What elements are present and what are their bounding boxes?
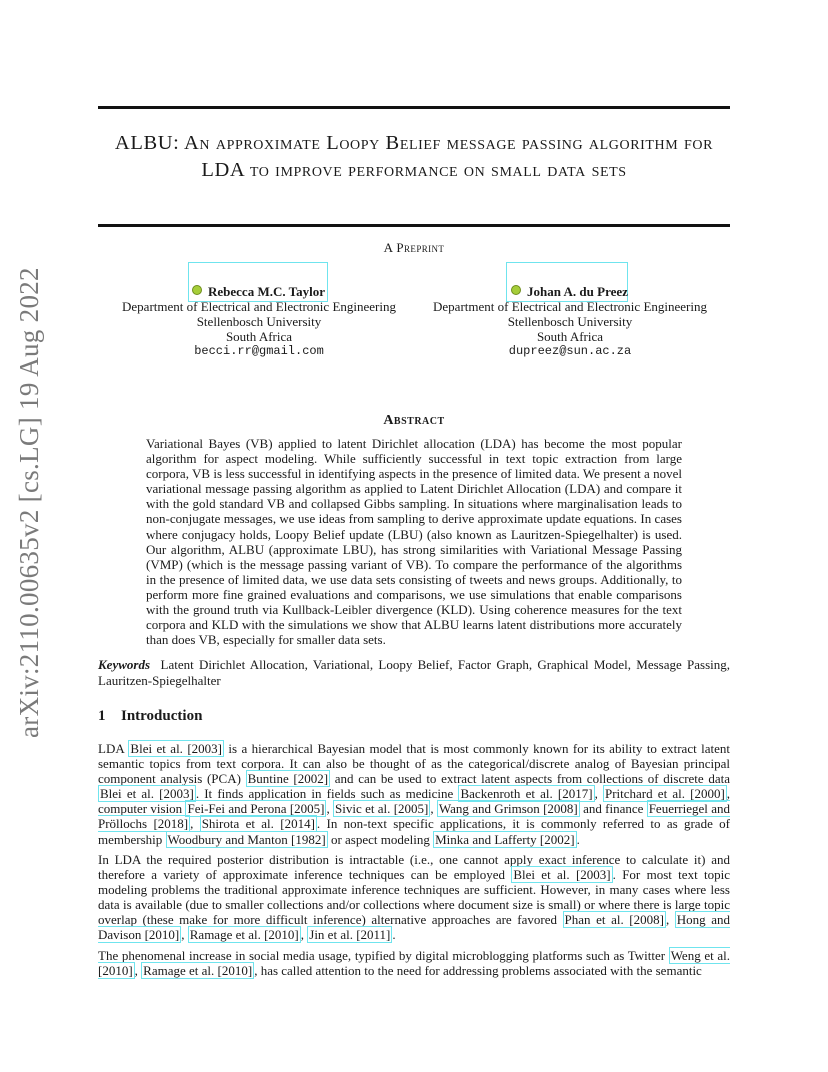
citation-link[interactable]: Pritchard et al. [2000]: [604, 786, 725, 802]
keywords-label: Keywords: [98, 657, 150, 672]
section-heading: [98, 708, 730, 725]
paragraph-text: ,: [594, 786, 603, 802]
paragraph-text: ,: [181, 927, 188, 943]
intro-paragraph: [98, 852, 730, 943]
paragraph-text: LDA: [98, 741, 129, 756]
title-rule-top: [98, 106, 730, 109]
intro-paragraph: [98, 741, 730, 847]
paragraph-text: . It finds application in fields such as medicine: [195, 786, 459, 802]
citation-link[interactable]: Blei et al. [2003]: [130, 741, 222, 756]
citation-link[interactable]: Phan et al. [2008]: [564, 912, 664, 928]
citation-link[interactable]: Jin et al. [2011]: [309, 927, 391, 943]
author-block-2: [420, 284, 720, 359]
paragraph-text: ,: [300, 927, 308, 943]
author-block-1: [104, 284, 414, 359]
citation-link[interactable]: Feuerriegel and Pröllochs [2018]: [98, 801, 730, 832]
intro-paragraph: [98, 948, 730, 978]
citation-link[interactable]: Weng et al. [2010]: [98, 948, 730, 979]
abstract-heading: Abstract: [383, 413, 445, 428]
citation-link[interactable]: Buntine [2002]: [247, 771, 329, 787]
paragraph-text: , computer vision: [98, 786, 731, 817]
paragraph-text: . For most text topic modeling problems the traditional approximate inference techniques are sufficient. However, in many cases where less data is available (due to smaller collections and/or collections where document size is small) or where there is large topic overlap (these make for more difficult inference) alternative approaches are favored: [98, 867, 730, 928]
citation-link[interactable]: Woodbury and Manton [1982]: [167, 831, 326, 847]
paper-title: ALBU: An approximate Loopy Belief message passing algorithm for LDA to improve performance on small data sets: [114, 132, 714, 181]
abstract-text: Variational Bayes (VB) applied to latent Dirichlet allocation (LDA) has become the most popular algorithm for aspect modeling. While sufficiently successful in text topic extraction from large corpora, VB is less successful in identifying aspects in the presence of limited data. We present a novel variational message passing algorithm as applied to Latent Dirichlet Allocation (LDA) and compare it with the gold standard VB and collapsed Gibbs sampling. In situations where marginalisation leads to non-conjugate messages, we use ideas from sampling to derive approximate update equations. In cases where conjugacy holds, Loopy Belief update (LBU) (also known as Lauritzen-Spiegelhalter) is used. Our algorithm, ALBU (approximate LBU), has strong similarities with Variational Message Passing (VMP) (which is the message passing variant of VB). To compare the performance of the algorithms in the presence of limited data, we use data sets consisting of tweets and news groups. Additionally, to perform more fine grained evaluations and comparisons, we use simulations that enable comparisons with the ground truth via Kullback-Leibler divergence (KLD). Using coherence measures for the text corpora and KLD with the simulations we show that ALBU learns latent distributions more accurately than does VB, especially for smaller data sets.: [146, 436, 682, 648]
paragraph-text: , has called attention to the need for addressing problems associated with the semantic: [254, 963, 702, 979]
citation-link[interactable]: Ramage et al. [2010]: [189, 927, 299, 943]
citation-link[interactable]: Ramage et al. [2010]: [143, 963, 253, 979]
citation-link[interactable]: Blei et al. [2003]: [100, 786, 194, 802]
paragraph-text: or aspect modeling: [327, 831, 434, 847]
section-title: Introduction: [121, 708, 203, 724]
author-email: becci.rr@gmail.com: [194, 344, 324, 358]
citation-link[interactable]: Backenroth et al. [2017]: [460, 786, 593, 802]
citation-link[interactable]: Shirota et al. [2014]: [201, 816, 315, 832]
author-country: South Africa: [536, 329, 604, 344]
paragraph-text: is a hierarchical Bayesian model that is most commonly known for its ability to extract latent semantic topics from text corpora. It can also be thought of as the categorical/discrete analog of Bayesian principal component analysis (PCA): [98, 741, 730, 787]
keywords-text: Latent Dirichlet Allocation, Variational, Loopy Belief, Factor Graph, Graphical Model, Message Passing, Lauritzen-Spiegelhalter: [98, 657, 730, 688]
author-email: dupreez@sun.ac.za: [508, 344, 632, 358]
title-rule-bottom: [98, 224, 730, 227]
citation-link[interactable]: Hong and Davison [2010]: [98, 912, 730, 943]
paragraph-text: and finance: [579, 801, 647, 817]
paragraph-text: ,: [190, 816, 200, 832]
paragraph-text: ,: [326, 801, 334, 817]
section-number: 1: [98, 708, 106, 724]
author-department: Department of Electrical and Electronic Engineering: [122, 299, 396, 314]
author-name: Rebecca M.C. Taylor: [208, 284, 325, 299]
citation-link[interactable]: Sivic et al. [2005]: [335, 801, 429, 817]
paragraph-text: In LDA the required posterior distribution is intractable (i.e., one cannot apply exact inference to calculate it) and therefore a variety of approximate inference techniques can be employed: [98, 852, 730, 883]
paragraph-text: The phenomenal increase in social media usage, typified by digital microblogging platforms such as Twitter: [98, 948, 669, 963]
paragraph-text: ,: [665, 912, 675, 928]
paragraph-text: . In non-text specific applications, it is commonly referred to as grade of membership: [98, 816, 730, 847]
author-university: Stellenbosch University: [507, 314, 633, 329]
author-name: Johan A. du Preez: [527, 284, 628, 299]
preprint-label: A Preprint: [383, 240, 445, 255]
citation-link[interactable]: Minka and Lafferty [2002]: [435, 831, 575, 847]
citation-link[interactable]: Wang and Grimson [2008]: [438, 801, 578, 817]
citation-link[interactable]: Blei et al. [2003]: [513, 867, 611, 883]
author-university: Stellenbosch University: [196, 314, 322, 329]
paragraph-text: ,: [430, 801, 437, 817]
arxiv-identifier: arXiv:2110.00635v2 [cs.LG] 19 Aug 2022: [14, 267, 44, 738]
author-country: South Africa: [225, 329, 293, 344]
paragraph-text: and can be used to extract latent aspects from collections of discrete data: [330, 771, 731, 787]
paragraph-text: .: [392, 927, 396, 943]
keywords: [98, 657, 730, 688]
paragraph-text: ,: [134, 963, 142, 979]
paragraph-text: .: [576, 831, 580, 847]
citation-link[interactable]: Fei-Fei and Perona [2005]: [187, 801, 325, 817]
author-department: Department of Electrical and Electronic Engineering: [433, 299, 707, 314]
